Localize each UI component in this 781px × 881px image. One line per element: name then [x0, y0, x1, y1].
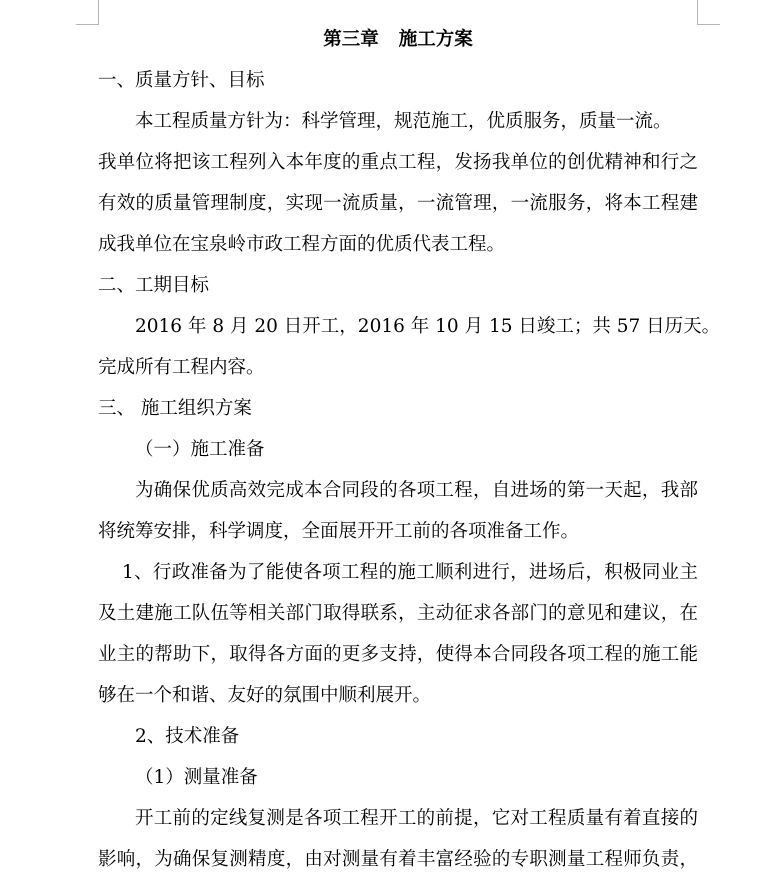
paragraph-line: 完成所有工程内容。 — [98, 357, 265, 378]
page-corner-mark-top-right — [697, 0, 720, 25]
paragraph-line: 影响，为确保复测精度，由对测量有着丰富经验的专职测量工程师负责， — [98, 849, 698, 870]
section-heading-organization: 三、 施工组织方案 — [98, 398, 252, 419]
paragraph-line: 将统筹安排，科学调度，全面展开开工前的各项准备工作。 — [98, 521, 580, 542]
paragraph-line: 1、行政准备为了能使各项工程的施工顺利进行，进场后，积极同业主 — [122, 562, 698, 583]
section-heading-schedule: 二、工期目标 — [98, 275, 210, 296]
paragraph-line: 成我单位在宝泉岭市政工程方面的优质代表工程。 — [98, 234, 506, 255]
paragraph-line: 够在一个和谐、友好的氛围中顺利展开。 — [98, 685, 432, 706]
paragraph-line: 及土建施工队伍等相关部门取得联系，主动征求各部门的意见和建议，在 — [98, 603, 698, 624]
paragraph-line: 有效的质量管理制度，实现一流质量，一流管理，一流服务，将本工程建 — [98, 193, 698, 214]
page-corner-mark-top-left — [76, 0, 99, 25]
subsection-heading-technical: 2、技术准备 — [135, 726, 240, 747]
chapter-name: 施工方案 — [398, 29, 473, 50]
paragraph-line: 我单位将把该工程列入本年度的重点工程，发扬我单位的创优精神和行之 — [98, 152, 698, 173]
subsection-heading-survey: （1）测量准备 — [135, 767, 258, 788]
paragraph-line: 开工前的定线复测是各项工程开工的前提，它对工程质量有着直接的 — [135, 808, 698, 829]
paragraph-line: 2016 年 8 月 20 日开工，2016 年 10 月 15 日竣工；共 57 日历天。 — [135, 316, 721, 337]
chapter-title — [98, 20, 698, 60]
paragraph-line: 业主的帮助下，取得各方面的更多支持，使得本合同段各项工程的施工能 — [98, 644, 698, 665]
section-heading-quality: 一、质量方针、目标 — [98, 70, 265, 91]
paragraph-line: 本工程质量方针为：科学管理，规范施工，优质服务，质量一流。 — [135, 111, 672, 132]
chapter-number: 第三章 — [323, 29, 379, 50]
subsection-heading-preparation: （一）施工准备 — [135, 439, 265, 460]
paragraph-line: 为确保优质高效完成本合同段的各项工程，自进场的第一天起，我部 — [135, 480, 698, 501]
document-page — [98, 20, 721, 880]
